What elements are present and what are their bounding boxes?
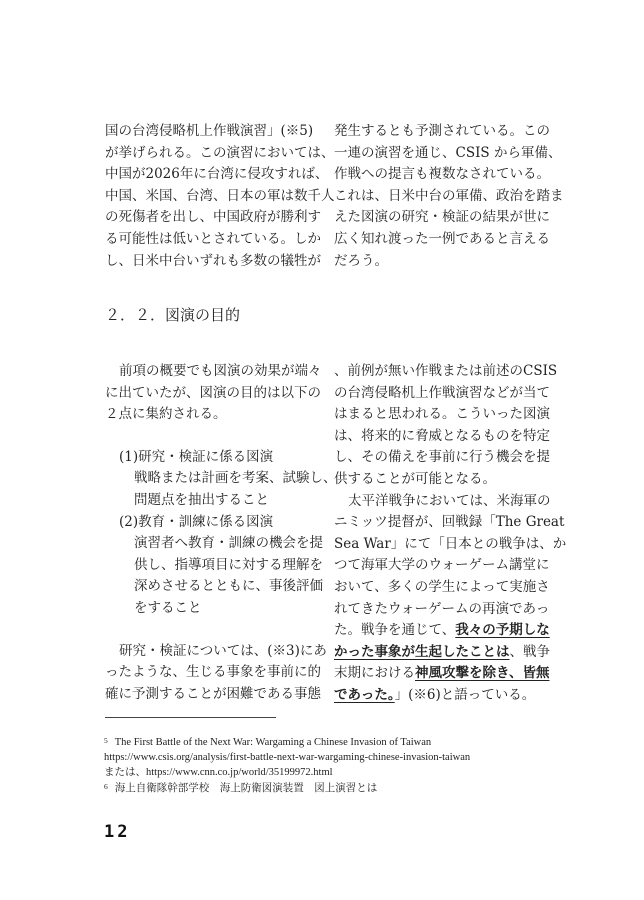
text-line: ったような、生じる事象を事前に的: [105, 664, 321, 681]
text-line: 国の台湾侵略机上作戦演習」(※5): [105, 123, 314, 139]
text-line: えた図演の研究・検証の結果が世に: [334, 209, 550, 226]
text-line: 研究・検証については、(※3)にあ: [119, 642, 327, 659]
text-line: れてきたウォーゲームの再演であっ: [334, 600, 550, 617]
list-item-title: (2)教育・訓練に係る図演: [119, 513, 274, 530]
plain-text: 末期における: [334, 665, 415, 682]
text-line: ニミッツ提督が、回戦録「The Great: [334, 514, 565, 531]
footnote-text: The First Battle of the Next War: Wargaming a Chinese Invasion of Taiwan: [114, 737, 432, 748]
text-line: はまると思われる。こういった図演: [334, 406, 550, 423]
footnote-text: 海上自衛隊幹部学校 海上防衛図演装置 図上演習とは: [114, 783, 378, 794]
text-line: だろう。: [334, 252, 388, 269]
text-line: 、前例が無い作戦または前述のCSIS: [334, 363, 558, 379]
list-item-text: をすること: [134, 599, 202, 616]
text-line: つて海軍大学のウォーゲーム講堂に: [334, 557, 550, 574]
text-line: に出ていたが、図演の目的は以下の: [105, 384, 321, 401]
text-line: 広く知れ渡った一例であると言える: [334, 230, 550, 247]
text-line: 発生するとも予測されている。この: [334, 123, 550, 139]
text-line: おいて、多くの学生によって実施さ: [334, 578, 550, 595]
text-line: の死傷者を出し、中国政府が勝利す: [105, 209, 321, 226]
footnote-rule: [105, 717, 276, 718]
top-left-column: [105, 121, 335, 272]
text-line: ２点に集約される。: [105, 406, 227, 423]
footnote-5: [104, 736, 431, 750]
text-line: [334, 663, 550, 685]
text-line: 一連の演習を通じ、CSIS から軍備、: [334, 144, 562, 161]
text-line: [334, 620, 550, 642]
text-line: Sea War」にて「日本との戦争は、か: [334, 535, 567, 552]
list-item-text: 供し、指導項目に対する理解を: [134, 556, 323, 573]
text-line: [334, 642, 550, 664]
text-line: 供することが可能となる。: [334, 470, 496, 487]
text-line: 中国、米国、台湾、日本の軍は数千人: [105, 187, 335, 204]
page-number: 12: [104, 822, 131, 842]
text-line: の台湾侵略机上作戦演習などが当て: [334, 384, 550, 401]
section-heading: ２．２．図演の目的: [105, 306, 241, 324]
text-line: これは、日米中台の軍備、政治を踏ま: [334, 187, 564, 204]
list-item-title: (1)研究・検証に係る図演: [119, 448, 274, 465]
text-line: し、その備えを事前に行う機会を提: [334, 449, 550, 466]
text-line: 中国が2026年に台湾に侵攻すれば、: [105, 166, 329, 183]
text-line: [334, 685, 546, 707]
text-line: が挙げられる。この演習においては、: [105, 144, 335, 161]
list-item-text: 深めさせるとともに、事後評価: [134, 578, 323, 595]
footnote-5-url[interactable]: https://www.csis.org/analysis/first-battle-next-war-wargaming-chinese-invasion-taiwan: [104, 752, 471, 763]
text-line: 確に予測することが困難である事態: [105, 685, 321, 702]
emphasis-text: 我々の予期しな: [455, 622, 550, 639]
plain-text: た。戦争を通じて、: [334, 622, 456, 639]
main-left-column: [105, 361, 337, 705]
top-right-column: [334, 121, 564, 272]
footnote-5-alt-url: または、https://www.cnn.co.jp/world/35199972.html: [104, 767, 333, 778]
text-line: 作戦への提言も複数なされている。: [334, 166, 550, 183]
emphasis-text: 神風攻撃を除き、皆無: [415, 665, 550, 682]
text-line: し、日米中台いずれも多数の犠牲が: [105, 252, 321, 269]
emphasis-text: であった。: [334, 686, 395, 703]
footnote-6: [104, 782, 377, 796]
text-line: は、将来的に脅威となるものを特定: [334, 427, 550, 444]
text-line: 太平洋戦争においては、米海軍の: [348, 492, 551, 509]
list-item-text: 演習者へ教育・訓練の機会を提: [134, 535, 323, 552]
list-item-text: 問題点を抽出すること: [134, 491, 269, 508]
footnote-number: 5: [104, 736, 108, 745]
footnote-number: 6: [104, 782, 108, 791]
plain-text: 、戦争: [509, 643, 550, 660]
text-line: 前項の概要でも図演の効果が端々: [119, 363, 322, 379]
plain-text: 」(※6)と語っている。: [394, 686, 536, 703]
main-right-column: [334, 361, 567, 707]
emphasis-text: かった事象が生起したことは: [334, 643, 510, 660]
text-line: る可能性は低いとされている。しか: [105, 230, 321, 247]
list-item-text: 戦略または計画を考案、試験し、: [134, 470, 337, 487]
